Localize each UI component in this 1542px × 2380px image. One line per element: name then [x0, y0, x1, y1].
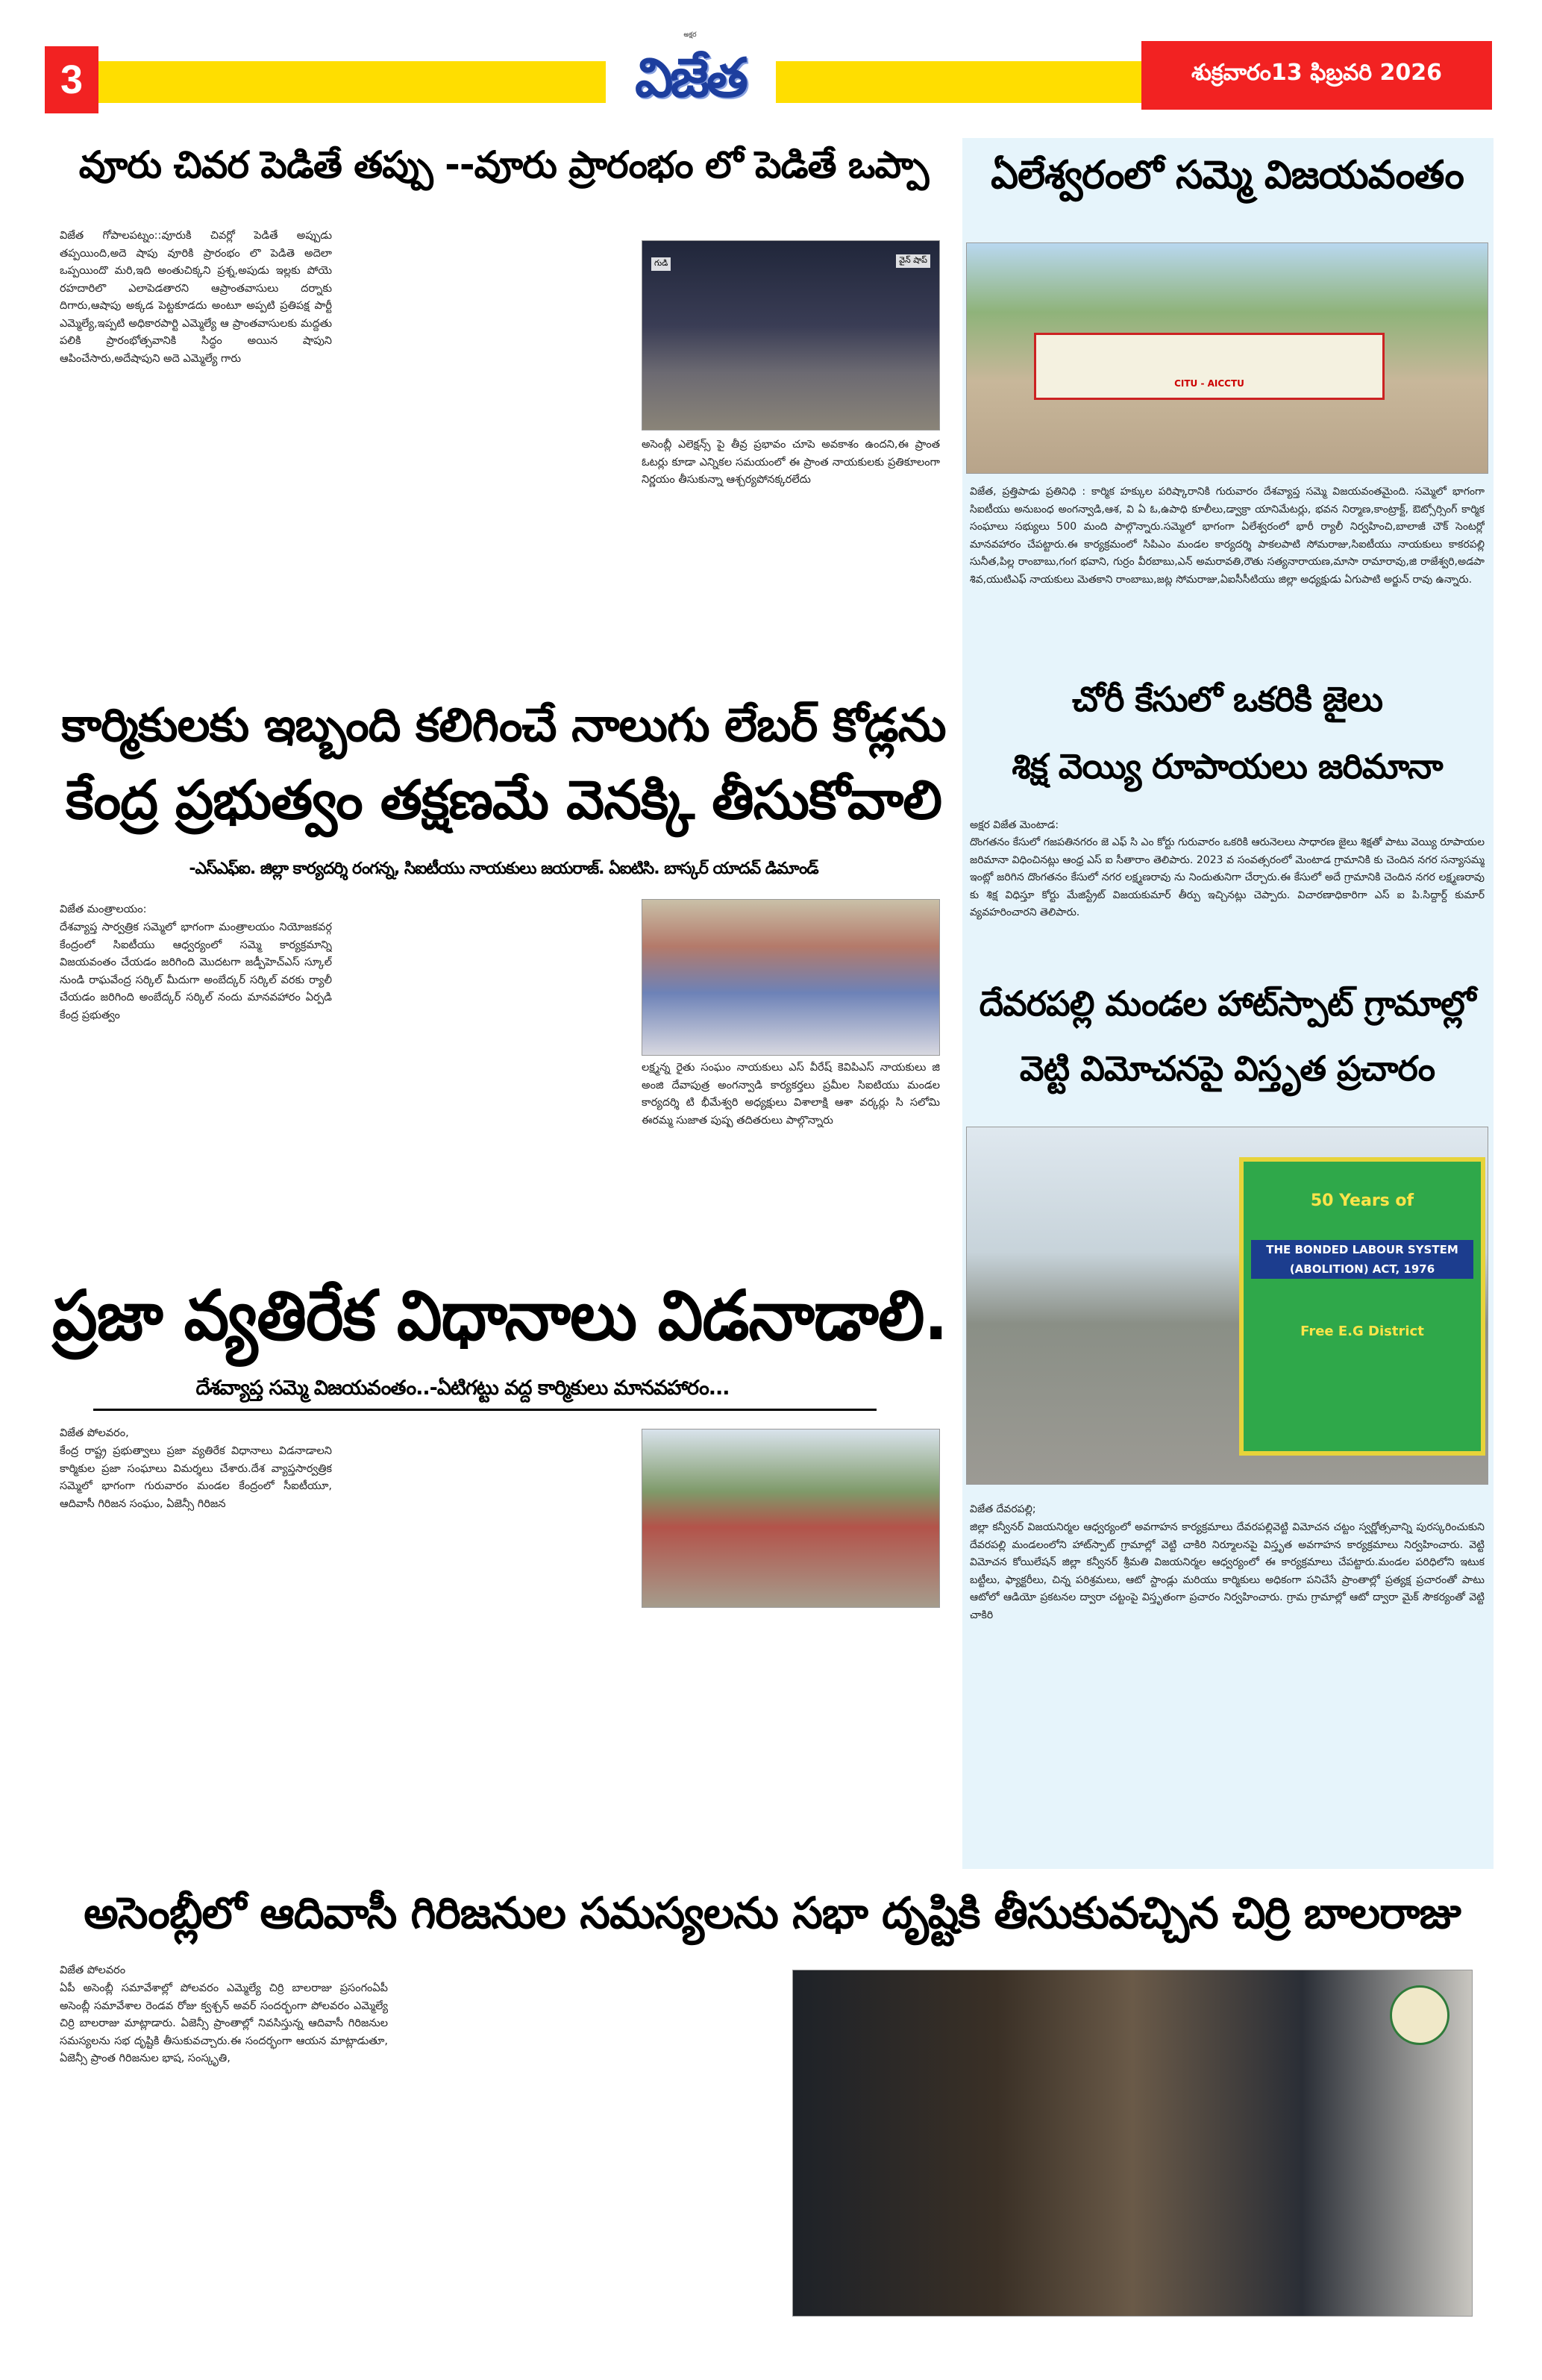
photo-label-temple: గుడి	[651, 257, 671, 271]
truck-banner	[1239, 1157, 1485, 1456]
article2-col1: దేశవ్యాప్త సార్వత్రిక సమ్మెలో భాగంగా మంత్రాలయం నియోజకవర్గ కేంద్రంలో సిఐటీయు ఆధ్వర్యంలో సమ్మె కార్యక్రమాన్ని విజయవంతం చేయడం జరిగింది మొదటగా జడ్పీహెచ్ఎస్ స్కూల్ నుండి రాఘవేంద్ర సర్కిల్ మీదుగా అంబేద్కర్ సర్కిల్ వరకు ర్యాలీ చేయడం జరిగింది అంబేద్కర్ సర్కిల్ నందు మానవహారం ఏర్పడి కేంద్ర ప్రభుత్వం	[60, 921, 332, 1021]
article2-headline-line2-text: కేంద్ర ప్రభుత్వం తక్షణమే వెనక్కి తీసుకోవాలి	[66, 768, 941, 831]
article3-subhead-text: దేశవ్యాప్త సమ్మె విజయవంతం..-ఏటిగట్టు వద్ద కార్మికులు మానవహారం...	[195, 1377, 730, 1400]
header-bar-left	[98, 61, 606, 103]
article4-dateline: విజేత పోలవరం	[60, 1964, 126, 1976]
article1-headline-text: వూరు చివర పెడితే తప్పు --వూరు ప్రారంభం లో పెడితే ఒప్పా	[78, 143, 929, 187]
article3-headline-text: ప్రజా వ్యతిరేక విధానాలు విడనాడాలి.	[52, 1276, 947, 1356]
article2-headline-line2	[52, 768, 955, 845]
article4-col1: ఏపీ అసెంబ్లీ సమావేశాల్లో పోలవరం ఎమ్మెల్యే చిర్రి బాలరాజు ప్రసంగంఏపీ అసెంబ్లీ సమావేశాల రెండవ రోజు క్వశ్చన్ అవర్ సందర్భంగా పోలవరం ఎమ్మెల్యే చిర్రి బాలరాజు మాట్లాడారు. ఏజెన్సీ ప్రాంతాల్లో నివసిస్తున్న ఆదివాసీ గిరిజనుల సమస్యలను సభ దృష్టికి తీసుకువచ్చారు.ఈ సందర్భంగా ఆయన మాట్లాడుతూ, ఏజెన్సీ ప్రాంత గిరిజనుల భాష, సంస్కృతి,	[60, 1982, 388, 2064]
photo-label-wine-shop: వైన్ షాప్	[896, 254, 930, 268]
logo-name: విజేత	[635, 46, 745, 109]
right2-body: దొంగతనం కేసులో గజపతినగరం జె ఎఫ్ సి ఎం కోర్టు గురువారం ఒకరికి ఆరునెలలు సాధారణ జైలు శిక్షతో పాటు వెయ్యి రూపాయల జరిమానా విధించినట్లు ఆంధ్ర ఎస్ ఐ సీతారాం తెలిపారు. 2023 వ సంవత్సరంలో మెంటాడ గ్రామానికి కు చెందిన నగర సన్యాసమ్మ ఇంట్లో జరిగిన దొంగతనం కేసులో నగర లక్ష్మణరావు ను నిందుతునిగా చేర్చారు.ఈ కేసులో అదే గ్రామానికి చెందిన నగర లక్ష్మణరావు కు శిక్ష విధిస్తూ కోర్టు మేజిస్ట్రేట్ విజయకుమార్ తీర్పు ఇచ్చినట్లు చెప్పారు. విచారణాధికారిగా ఎస్ ఐ పి.సిద్దార్ద్ కుమార్ వ్యవహరించారని తెలిపారు.	[970, 836, 1485, 918]
article2-subhead-text: -ఎస్ఎఫ్ఐ. జిల్లా కార్యదర్శి రంగన్న, సిఐటీయు నాయకులు జయరాజ్. ఏఐటిసి. బాస్కర్ యాదవ్ డిమాండ్	[189, 859, 818, 878]
right3-headline-line1	[970, 983, 1485, 1033]
emblem-icon	[1390, 1985, 1449, 2045]
truck-text: THE BONDED LABOUR SYSTEM	[1251, 1240, 1473, 1259]
truck-text: 50 Years of	[1310, 1191, 1414, 1210]
right3-headline-line2	[970, 1048, 1485, 1097]
article1-caption: అసెంబ్లీ ఎలెక్షన్స్ పై తీవ్ర ప్రభావం చూపె అవకాశం ఉందని,ఈ ప్రాంత ఓటర్లు కూడా ఎన్నికల సమయంలో ఈ ప్రాంత నాయకులకు ప్రతికూలంగా నిర్ణయం తీసుకున్నా ఆశ్చర్యపోనక్కరలేదు	[642, 439, 940, 486]
truck-text: Free E.G District	[1300, 1324, 1424, 1339]
article1-photo	[642, 240, 940, 430]
right1-headline	[970, 153, 1485, 207]
right1-body: విజేత, ప్రత్తిపాడు ప్రతినిధి : కార్మిక హక్కుల పరిష్కారానికి గురువారం దేశవ్యాప్త సమ్మె విజయవంతమైంది. సమ్మెలో భాగంగా సిఐటీయు అనుబంధ అంగన్వాడి,ఆశ, వి ఏ ఓ,ఉపాధి కూలీలు,డ్వాక్రా యానిమేటర్లు, భవన నిర్మాణ,కాంట్రాక్ట్, ఔట్సోర్సింగ్ కార్మిక సంఘాలు సభ్యులు 500 మంది పాల్గొన్నారు.సమ్మెలో భాగంగా ఏలేశ్వరంలో భారీ ర్యాలీ నిర్వహించి,బాలాజీ చౌక్ సెంటర్లో మానవహారం చేపట్టారు.ఈ కార్యక్రమంలో సిపిఎం మండల కార్యదర్శి పాకలపాటి సోమరాజు,సిఐటీయు నాయకులు కాకరపల్లి సునీత,పిల్ల రాంబాబు,గంగ భవాని, గుర్రం వీరబాబు,ఎన్ అమరావతి,రౌతు సత్యనారాయణ,మాసా రామారావు,జి రాజేశ్వరి,అడపా శివ,యుటిఎఫ్ నాయకులు మెతకాని రాంబాబు,జట్ల సోమరాజు,ఏఐసీసీటియు జిల్లా అధ్యక్షుడు ఏగుపాటి అర్జున్ రావు ఉన్నారు.	[970, 486, 1485, 586]
photo-banner: CITU - AICCTU	[1034, 333, 1385, 400]
right3-photo-truck	[966, 1127, 1488, 1485]
article3-dateline: విజేత పోలవరం,	[60, 1427, 129, 1439]
article1-col2	[339, 228, 634, 671]
article3-headline	[52, 1276, 947, 1373]
article4-photo-assembly	[792, 1970, 1473, 2317]
right2-headline-line2-text: శిక్ష వెయ్యి రూపాయలు జరిమానా	[1012, 746, 1443, 786]
right1-headline-text: ఏలేశ్వరంలో సమ్మె విజయవంతం	[991, 153, 1464, 198]
newspaper-logo	[604, 31, 776, 132]
article3-photo	[642, 1429, 940, 1608]
right3-body: జిల్లా కన్వీనర్ విజయనిర్మల ఆధ్వర్యంలో అవగాహన కార్యక్రమాలు దేవరపల్లివెట్టి విమోచన చట్టం స్వర్ణోత్సవాన్ని పురస్కరించుకుని దేవరపల్లి మండలంలోని హాట్‌స్పాట్ గ్రామాల్లో వెట్టి చాకిరి నిర్మూలనపై విస్తృత అవగాహన కార్యక్రమాలు నిర్వహించారు. వెట్టి విమోచన కోయిలేషన్ జిల్లా కన్వీనర్ శ్రీమతి విజయనిర్మల ఆధ్వర్యంలో ఈ కార్యక్రమాలు చేపట్టారు.మండల పరిధిలోని ఇటుక బట్టీలు, ఫ్యాక్టరీలు, చిన్న పరిశ్రమలు, ఆటో స్టాండ్లు మరియు కార్మికులు అధికంగా పనిచేసే ప్రాంతాల్లో ప్రత్యక్ష ప్రచారంతో పాటు ఆటోలో ఆడియో ప్రకటనల ద్వారా చట్టంపై విస్తృతంగా ప్రచారం నిర్వహించారు. గ్రామ గ్రామాల్లో ఆటో ద్వారా మైక్ సౌకర్యంతో వెట్టి చాకిరి	[970, 1521, 1485, 1621]
page-number: 3	[45, 46, 98, 113]
truck-text: (ABOLITION) ACT, 1976	[1251, 1259, 1473, 1279]
right3-headline-line2-text: వెట్టి విమోచనపై విస్తృత ప్రచారం	[1019, 1048, 1435, 1089]
article2-headline-line1	[52, 698, 955, 763]
article1-headline	[52, 143, 955, 196]
right2-headline-line1	[970, 679, 1485, 728]
article4-headline-text: అసెంబ్లీలో ఆదివాసీ గిరిజనుల సమస్యలను సభా దృష్టికి తీసుకువచ్చిన చిర్రి బాలరాజు	[84, 1888, 1461, 1938]
article3-col1: కేంద్ర రాష్ట్ర ప్రభుత్వాలు ప్రజా వ్యతిరేక విధానాలు విడనాడాలని కార్మికుల ప్రజా సంఘాలు విమర్శలు చేశారు.దేశ వ్యాప్తసార్వత్రిక సమ్మెలో భాగంగా గురువారం మండల కేంద్రంలో సీఐటీయూ, ఆదివాసీ గిరిజన సంఘం, ఏజెన్సీ గిరిజన	[60, 1445, 332, 1510]
article4-headline	[52, 1888, 1492, 1950]
right2-headline-line1-text: చోరీ కేసులో ఒకరికి జైలు	[1071, 679, 1383, 719]
right1-photo	[966, 242, 1488, 474]
article2-subhead	[52, 859, 955, 882]
article2-dateline: విజేత మంత్రాలయం:	[60, 904, 147, 915]
article2-caption: లక్ష్మన్న రైతు సంఘం నాయకులు ఎస్ వీరేష్ కెవిపిఎస్ నాయకులు జి అంజి దేవాపుత్ర అంగన్వాడి కార్యకర్తలు ప్రమీల సిఐటియు మండల కార్యదర్శి టి భీమేశ్వరి అధ్యక్షులు విశాలాక్షి ఆశా వర్కర్లు సి సలోమి ఈరమ్మ సుజాత పుష్ప తదితరులు పాల్గొన్నారు	[642, 1062, 940, 1127]
header-bar-right	[776, 61, 1141, 103]
article3-subhead	[52, 1377, 873, 1405]
subhead-underline	[93, 1409, 877, 1411]
right3-dateline: విజేత దేవరపల్లి;	[970, 1503, 1036, 1515]
article1-col1: విజేత గోపాలపట్నం::వూరుకి చివర్లో పెడితే అప్పుడు తప్పయింది,అదె షాపు వూరికి ప్రారంభం లొ పెడితె అదెలా ఒప్పయిందొ మరి,ఇది అంతుచిక్కని ప్రశ్న,అపుడు ఇల్లకు పోయె రహదారిలొ ఎలాపెడతారని ఆప్రాంతవాసులు దర్నాకు దిగారు,ఆషాపు అక్కడ పెట్టకూడదు అంటూ అప్పటి ప్రతిపక్ష పార్టీ ఎమ్మెల్యే,ఇప్పటి అధికారపార్టి ఎమ్మెల్యే ఆ ప్రాంతవాసులకు మద్దతు పలికి ప్రారంభోత్సవానికి సిద్ధం అయిన షాపుని ఆపించేసారు,అదేషాపుని అదె ఎమ్మెల్యే గారు	[60, 230, 332, 365]
issue-date: శుక్రవారం13 ఫిబ్రవరి 2026	[1141, 41, 1492, 110]
article2-headline-line1-text: కార్మికులకు ఇబ్బంది కలిగించే నాలుగు లేబర్ కోడ్లను	[61, 698, 946, 752]
right2-headline-line2	[970, 746, 1485, 795]
article2-photo	[642, 899, 940, 1056]
right2-dateline: అక్షర విజేత మెంటాడ:	[970, 819, 1059, 831]
logo-tagline: అక్షర	[683, 31, 697, 39]
right3-headline-line1-text: దేవరపల్లి మండల హాట్‌స్పాట్ గ్రామాల్లో	[979, 983, 1476, 1024]
